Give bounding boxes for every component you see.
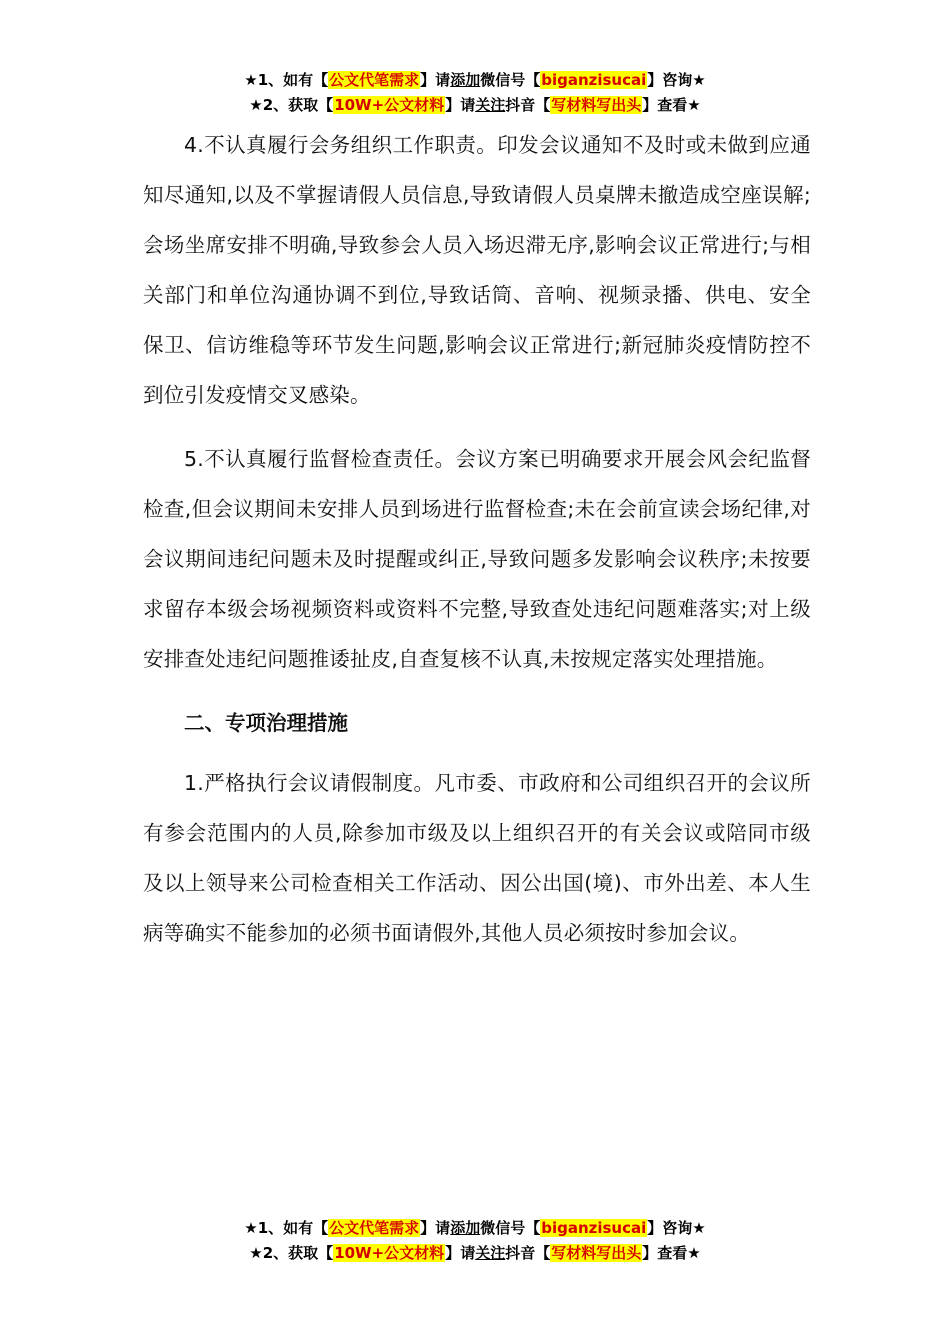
banner-text: 】请 <box>445 1244 476 1262</box>
banner-underlined-text: 添加 <box>450 71 481 89</box>
banner-line-1 <box>0 68 950 93</box>
banner-line-2 <box>0 1241 950 1266</box>
banner-text: 】请 <box>420 1219 451 1237</box>
banner-text: 】请 <box>420 71 451 89</box>
banner-highlight: 写材料写出头 <box>551 1244 642 1262</box>
document-body <box>143 120 811 972</box>
footer-banner <box>0 1216 950 1266</box>
banner-line-2 <box>0 93 950 118</box>
banner-text: ★1、如有【 <box>244 71 329 89</box>
banner-highlight: 10W+公文材料 <box>334 96 445 114</box>
paragraph-item-5: 5.不认真履行监督检查责任。会议方案已明确要求开展会风会纪监督检查,但会议期间未安排人员到场进行监督检查;未在会前宣读会场纪律,对会议期间违纪问题未及时提醒或纠正,导致问题多发影响会议秩序;未按要求留存本级会场视频资料或资料不完整,导致查处违纪问题难落实;对上级安排查处违纪问题推诿扯皮,自查复核不认真,未按规定落实处理措施。 <box>143 447 811 671</box>
banner-text: 】咨询★ <box>647 1219 706 1237</box>
paragraph-item-4: 4.不认真履行会务组织工作职责。印发会议通知不及时或未做到应通知尽通知,以及不掌握请假人员信息,导致请假人员桌牌未撤造成空座误解;会场坐席安排不明确,导致参会人员入场迟滞无序,影响会议正常进行;与相关部门和单位沟通协调不到位,导致话筒、音响、视频录播、供电、安全保卫、信访维稳等环节发生问题,影响会议正常进行;新冠肺炎疫情防控不到位引发疫情交叉感染。 <box>143 133 811 407</box>
banner-text: 】咨询★ <box>647 71 706 89</box>
banner-text: ★2、获取【 <box>249 1244 334 1262</box>
banner-highlight: 10W+公文材料 <box>334 1244 445 1262</box>
paragraph-measure-1: 1.严格执行会议请假制度。凡市委、市政府和公司组织召开的会议所有参会范围内的人员,除参加市级及以上组织召开的有关会议或陪同市级及以上领导来公司检查相关工作活动、因公出国(境)、市外出差、本人生病等确实不能参加的必须书面请假外,其他人员必须按时参加会议。 <box>143 771 811 945</box>
banner-text: 微信号【 <box>480 71 541 89</box>
banner-text: 】查看★ <box>642 1244 701 1262</box>
header-banner <box>0 68 950 118</box>
section-heading: 二、专项治理措施 <box>184 711 348 735</box>
banner-text: 抖音【 <box>505 1244 551 1262</box>
banner-text: ★2、获取【 <box>249 96 334 114</box>
banner-text: 】请 <box>445 96 476 114</box>
banner-underlined-text: 关注 <box>475 96 506 114</box>
banner-underlined-text: 关注 <box>475 1244 506 1262</box>
banner-highlight: biganzisucai <box>541 1219 647 1237</box>
banner-line-1 <box>0 1216 950 1241</box>
banner-highlight: 公文代笔需求 <box>329 1219 420 1237</box>
banner-highlight: 写材料写出头 <box>551 96 642 114</box>
banner-text: 抖音【 <box>505 96 551 114</box>
banner-highlight: biganzisucai <box>541 71 647 89</box>
banner-text: 】查看★ <box>642 96 701 114</box>
banner-highlight: 公文代笔需求 <box>329 71 420 89</box>
banner-underlined-text: 添加 <box>450 1219 481 1237</box>
banner-text: ★1、如有【 <box>244 1219 329 1237</box>
banner-text: 微信号【 <box>480 1219 541 1237</box>
